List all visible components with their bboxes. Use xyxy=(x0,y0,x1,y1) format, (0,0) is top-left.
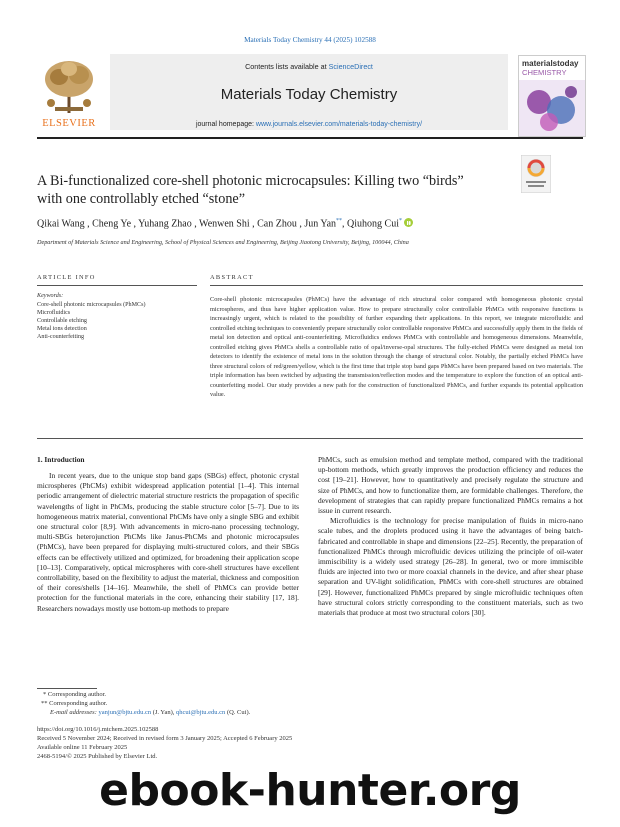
footnote-2: ** Corresponding author. xyxy=(41,700,108,707)
keyword-item: Metal ions detection xyxy=(37,326,87,333)
intro-right-column xyxy=(318,455,583,618)
journal-cover-image[interactable] xyxy=(518,55,586,137)
sciencedirect-link[interactable]: ScienceDirect xyxy=(328,62,373,71)
abstract-bottom-rule xyxy=(37,438,583,439)
abstract-heading: ABSTRACT xyxy=(210,274,254,281)
intro-left-column xyxy=(37,471,299,614)
keywords-label: Keywords: xyxy=(37,293,64,299)
intro-paragraph: PhMCs, such as emulsion method and template method, compared with the traditional up-bottom methods, which greatly improves the production efficiency and reduces the cost [19–21]. However, how to quantitatively and precisely regulate the structure and size of PhMCs, and how to functionalize them, are formidable challenges. Therefore, the development of strategies that can rapidly prepare functionalized PhMCs remains a hot issue in current research. xyxy=(318,455,583,516)
keyword-item: Controllable etching xyxy=(37,318,87,325)
homepage-prefix: journal homepage: xyxy=(195,121,256,128)
cover-art xyxy=(519,80,585,136)
introduction-heading: 1. Introduction xyxy=(37,455,85,464)
abstract-rule xyxy=(210,285,583,286)
available-online: Available online 11 February 2025 xyxy=(37,744,128,751)
elsevier-wordmark: ELSEVIER xyxy=(42,118,96,129)
citation-line[interactable]: Materials Today Chemistry 44 (2025) 102588 xyxy=(244,36,376,44)
issn-copyright: 2468-5194/© 2025 Published by Elsevier Ltd. xyxy=(37,753,158,760)
elsevier-tree-logo xyxy=(37,55,101,117)
homepage-line xyxy=(110,121,508,128)
journal-title: Materials Today Chemistry xyxy=(220,86,398,103)
abstract-text: Core-shell photonic microcapsules (PhMCs) have the advantage of rich structural color compared with homogeneous photonic crystal microspheres, and thus have higher application value. How to prepare structurally color controllable PhMCs with responsive functions is increasingly urgent, which is related to the possibility of further expanding their applications. In this report, we integrate microfluidic and controlled etching techniques to conveniently prepare structurally color controllable responsive PhMCs and successfully apply them in the fields of metal ion detection and optical anti-counterfeiting. Microfluidics endows PhMCs with controllable and homogeneous dimensions. Meanwhile, controlled etching gives PhMCs shells a controllable ratio of opal/inverse-opal structures. The fully-etched PhMCs were designed as metal ion detectors to identify the existence of metal ions in the solution through the change of structural color. Notably, the partially etched PhMCs have three structural colors of red/green/yellow, which is the first time that triple stop band gaps PhMCs have been prepared based on two materials. The triple information has been switched by adjusting the transmission/reflection modes and the temperature to explore the function of an optical anti-counterfeiting model. Our study provides a new path for the construction of functionalized PhMCs, and further expands its potential application value. xyxy=(210,296,583,398)
article-info-heading: ARTICLE INFO xyxy=(37,274,96,281)
contents-prefix: Contents lists available at xyxy=(245,62,329,71)
affiliation: Department of Materials Science and Engineering, School of Physical Sciences and Engineering, Beijing Jiaotong University, Beijing, 100044, China xyxy=(37,239,409,246)
watermark: ebook-hunter.org xyxy=(99,765,521,816)
article-info-rule xyxy=(37,285,197,286)
keyword-item: Core-shell photonic microcapsules (PhMCs) xyxy=(37,302,146,308)
header-divider xyxy=(37,137,583,139)
doi-link[interactable]: https://doi.org/10.1016/j.mtchem.2025.102588 xyxy=(37,726,159,733)
intro-paragraph: In recent years, due to the unique stop band gaps (SBGs) effect, photonic crystal microspheres (PhCMs) exhibit widespread application potential [1–4]. This internal periodic arrangement of dielectric material structure restricts the propagation of specific wavelengths of light in PhCMs, producing the stable structure color [5–7]. Due to its homogeneous matrix material, conventional PhCMs have only a single SBG and exhibit one structural color [8,9]. With advancements in micro-nano processing technology, multi-SBGs heterojunction PhCMs like Janus-PhCMs and photonic microcapsules (PhMCs), have been prepared for displaying multi-structured colors, and their SBGs effects can be effectively utilized and optimized, for broadening their application scope [10–13]. Comparatively, optical microspheres with core-shell structures have excellent controllability, based on the flexibility to adjust the material, thickness and composition of their cores/shells [14–16]. Meanwhile, the shell of PhMCs can provide better protection for the functional materials in the core, enhancing their stability [17, 18]. Researchers nowadays mostly use bottom-up methods to prepare xyxy=(37,471,299,613)
orcid-icon[interactable] xyxy=(404,218,413,227)
intro-paragraph: Microfluidics is the technology for precise manipulation of fluids in micro-nano scale tubes, and the droplets produced using it have the advantages of being batch-fabricated and controllable in shape and dimensions [22–25]. Recently, the preparation of functionalized PhMCs through microfluidic devices utilizing the principle of oil-water immiscibility is a widely used strategy [26–28]. In general, two or more immiscible fluids are injected into two or more coaxial channels in the device, and after shear phase separation and UV-light solidification, PhMCs with core-shell structures are obtained [29]. However, functionalized PhMCs prepared by single microfluidic techniques often have structural colors strictly corresponding to the constituent materials, such as two materials that produce at most two structural colors [30]. xyxy=(318,516,583,618)
keyword-item: Anti-counterfeiting xyxy=(37,334,85,341)
keyword-item: Microfluidics xyxy=(37,310,71,317)
email-label: E-mail addresses: xyxy=(50,709,99,716)
homepage-link[interactable]: www.journals.elsevier.com/materials-today-chemistry/ xyxy=(255,121,423,128)
received-dates: Received 5 November 2024; Received in revised form 3 January 2025; Accepted 6 February 2025 xyxy=(37,735,293,742)
title-line-1: A Bi-functionalized core-shell photonic microcapsules: Killing two “birds” xyxy=(37,173,464,189)
check-for-updates-icon[interactable] xyxy=(521,155,551,193)
footnote-rule xyxy=(37,688,97,689)
authors-last: , Qiuhong Cui xyxy=(342,218,399,230)
authors-text: Qikai Wang , Cheng Ye , Yuhang Zhao , Wenwen Shi , Can Zhou , Jun Yan xyxy=(37,218,337,230)
email-link-yan[interactable]: yanjun@bjtu.edu.cn xyxy=(98,709,152,716)
email-who-yan: (J. Yan), xyxy=(151,709,176,716)
email-line xyxy=(50,709,250,716)
contents-line xyxy=(110,62,508,71)
author-mark-cui[interactable]: * xyxy=(398,218,402,224)
keywords-list xyxy=(37,301,146,341)
email-who-cui: (Q. Cui). xyxy=(225,709,251,716)
footnote-1: * Corresponding author. xyxy=(43,691,107,698)
email-link-cui[interactable]: qhcui@bjtu.edu.cn xyxy=(176,709,226,716)
cover-title-2: CHEMISTRY xyxy=(522,68,567,77)
author-list xyxy=(37,218,577,229)
cover-title-1: materialstoday xyxy=(522,59,579,68)
article-title xyxy=(37,172,507,208)
author-mark-yan[interactable]: ** xyxy=(336,218,343,224)
title-line-2: with one controllably etched “stone” xyxy=(37,191,246,207)
